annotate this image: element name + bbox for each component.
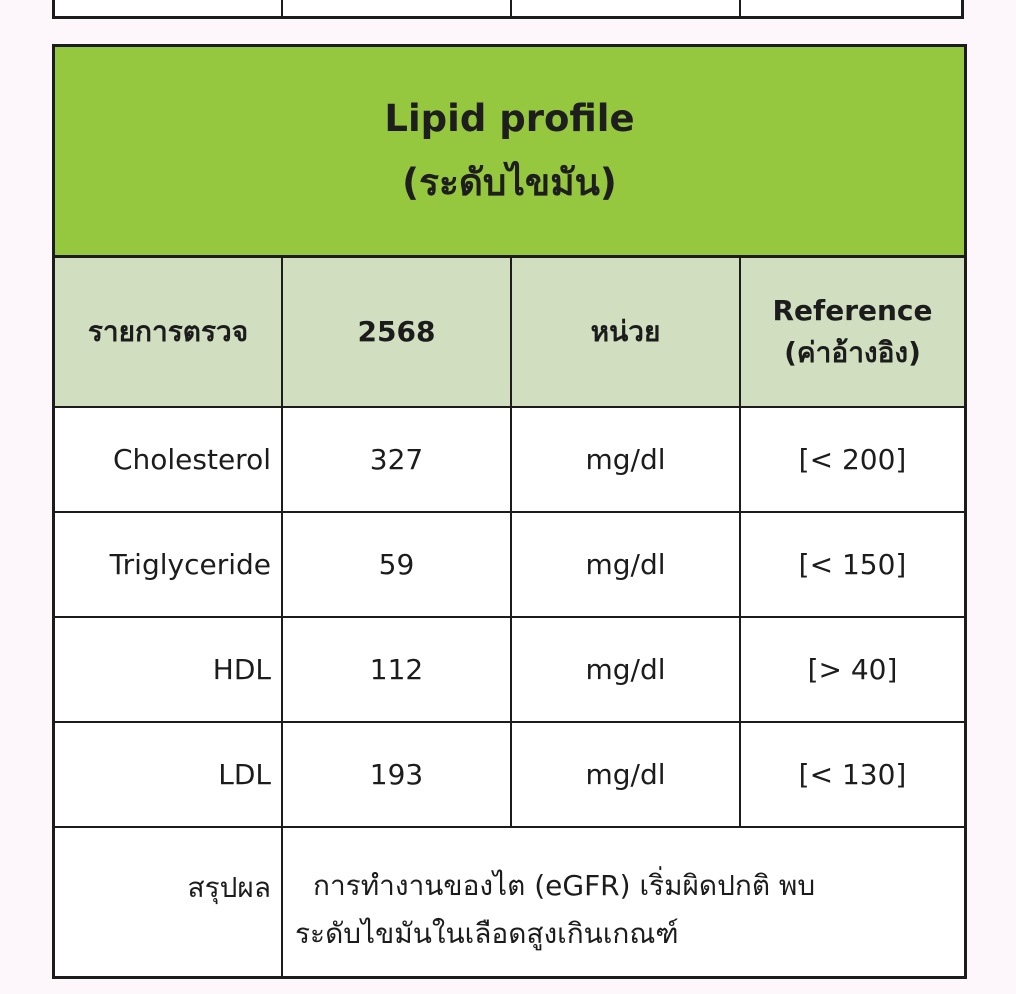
table-title-line2: (ระดับไขมัน) [402, 161, 617, 204]
row-test-name: Triglyceride [55, 513, 283, 616]
previous-table-cell [512, 0, 741, 16]
summary-row [55, 828, 964, 978]
table-row [55, 408, 964, 513]
row-reference: [< 130] [798, 758, 907, 791]
row-test-name: Cholesterol [55, 408, 283, 511]
row-unit: mg/dl [512, 723, 741, 826]
summary-label: สรุปผล [55, 828, 283, 978]
row-reference: [< 150] [798, 548, 907, 581]
row-value: 59 [283, 513, 512, 616]
table-title-line1: Lipid profile [384, 97, 635, 140]
table-row [55, 723, 964, 828]
lipid-profile-table [52, 44, 967, 979]
row-test-name: HDL [55, 618, 283, 721]
table-row [55, 618, 964, 723]
header-reference [741, 258, 964, 406]
previous-table-cell [55, 0, 283, 16]
previous-table-cell [283, 0, 512, 16]
row-unit: mg/dl [512, 618, 741, 721]
previous-table-cell [741, 0, 961, 16]
table-title [55, 47, 964, 258]
table-row [55, 513, 964, 618]
row-unit: mg/dl [512, 513, 741, 616]
row-test-name: LDL [55, 723, 283, 826]
header-reference-line2: (ค่าอ้างอิง) [784, 336, 921, 369]
header-reference-line1: Reference [772, 294, 933, 327]
row-reference: [< 200] [798, 443, 907, 476]
row-unit: mg/dl [512, 408, 741, 511]
header-item: รายการตรวจ [55, 258, 283, 406]
summary-text [283, 828, 964, 978]
row-value: 193 [283, 723, 512, 826]
row-value: 112 [283, 618, 512, 721]
summary-text-line2: ระดับไขมันในเลือดสูงเกินเกณฑ์ [295, 917, 679, 950]
row-value: 327 [283, 408, 512, 511]
summary-text-line1: การทำงานของไต (eGFR) เริ่มผิดปกติ พบ [313, 869, 816, 902]
row-reference: [> 40] [807, 653, 898, 686]
header-year: 2568 [283, 258, 512, 406]
header-unit: หน่วย [512, 258, 741, 406]
table-header-row [55, 258, 964, 408]
previous-table-remnant [52, 0, 964, 19]
